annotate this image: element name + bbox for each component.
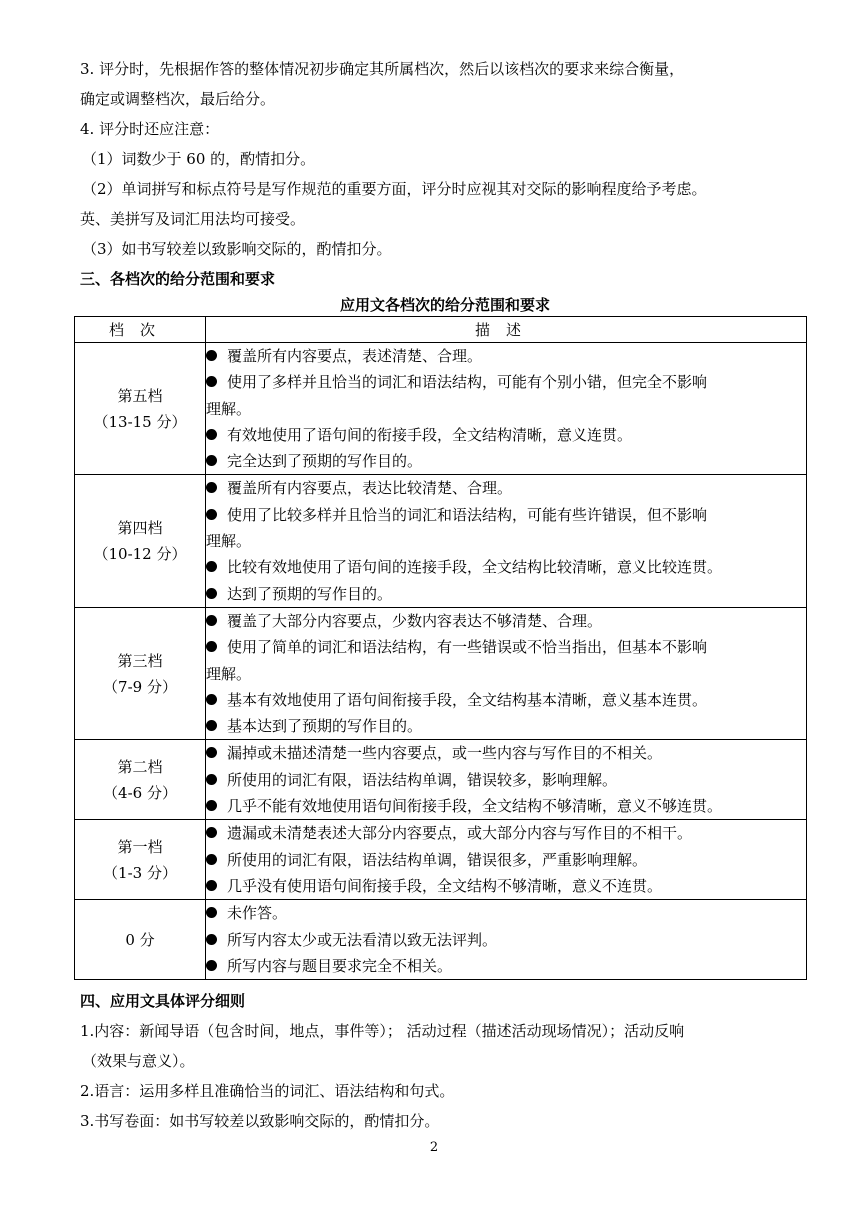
description-cell: [206, 343, 807, 475]
criterion-text: 遗漏或未清楚表述大部分内容要点，或大部分内容与写作目的不相干。: [227, 824, 693, 843]
table-title: 应用文各档次的给分范围和要求: [339, 296, 550, 314]
intro-paragraphs: [80, 54, 810, 264]
description-cell: [206, 475, 807, 607]
criterion-text: 使用了简单的词汇和语法结构，有一些错误或不恰当指出，但基本不影响: [227, 638, 708, 657]
criterion-text: 有效地使用了语句间的衔接手段，全文结构清晰，意义连贯。: [227, 425, 633, 444]
criterion-item: [206, 767, 806, 793]
grade-cell: [75, 343, 206, 475]
section-4-heading: 四、应用文具体评分细则: [80, 992, 246, 1011]
criterion-text: 比较有效地使用了语句间的连接手段，全文结构比较清晰，意义比较连贯。: [227, 558, 723, 577]
header-description: 描述: [206, 317, 807, 343]
criterion-text: 覆盖了大部分内容要点，少数内容表达不够清楚、合理。: [227, 611, 603, 630]
bullet-dot-icon: [206, 934, 217, 945]
criterion-text: 基本有效地使用了语句间衔接手段，全文结构基本清晰，意义基本连贯。: [227, 690, 708, 709]
bullet-dot-icon: [206, 720, 217, 731]
table-row: [75, 607, 807, 739]
criterion-text: 所使用的词汇有限，语法结构单调，错误很多，严重影响理解。: [227, 850, 648, 869]
intro-line: 英、美拼写及词汇用法均可接受。: [80, 210, 306, 228]
description-cell: [206, 820, 807, 900]
intro-line: 3. 评分时，先根据作答的整体情况初步确定其所属档次，然后以该档次的要求来综合衡量，: [80, 60, 685, 78]
criterion-continuation: 理解。: [206, 399, 252, 418]
bullet-dot-icon: [206, 907, 217, 918]
table-body: [75, 343, 807, 980]
table-row: [75, 900, 807, 980]
criterion-text: 使用了比较多样并且恰当的词汇和语法结构，可能有些许错误，但不影响: [227, 505, 708, 524]
bullet-dot-icon: [206, 960, 217, 971]
bullet-dot-icon: [206, 429, 217, 440]
criterion-text: 所写内容与题目要求完全不相关。: [227, 956, 453, 975]
description-cell: [206, 740, 807, 820]
grade-name: 第一档: [117, 837, 163, 856]
criterion-item: [206, 847, 806, 873]
bullet-dot-icon: [206, 509, 217, 520]
criterion-item: [206, 554, 806, 580]
header-grade: 档次: [75, 317, 206, 343]
bullet-dot-icon: [206, 800, 217, 811]
criterion-item: [206, 820, 806, 846]
criterion-text: 所写内容太少或无法看清以致无法评判。: [227, 930, 498, 949]
criterion-text: 几乎不能有效地使用语句间衔接手段，全文结构不够清晰，意义不够连贯。: [227, 797, 723, 816]
table-row: [75, 740, 807, 820]
grade-name: 第四档: [117, 519, 163, 538]
bullet-dot-icon: [206, 588, 217, 599]
grade-range: （4-6 分）: [103, 783, 177, 802]
criterion-item: [206, 900, 806, 926]
criterion-item: [206, 502, 806, 528]
criterion-item: [206, 740, 806, 766]
grade-range: （1-3 分）: [103, 863, 177, 882]
criterion-item: [206, 369, 806, 395]
bullet-dot-icon: [206, 455, 217, 466]
detail-paragraphs: [80, 1016, 810, 1136]
grade-cell: [75, 475, 206, 607]
criterion-item: [206, 873, 806, 899]
criterion-text: 使用了多样并且恰当的词汇和语法结构，可能有个别小错，但完全不影响: [227, 373, 708, 392]
detail-line: （效果与意义）。: [82, 1052, 195, 1071]
criterion-text: 几乎没有使用语句间衔接手段，全文结构不够清晰，意义不连贯。: [227, 876, 663, 895]
intro-line: 确定或调整档次，最后给分。: [80, 90, 276, 108]
bullet-dot-icon: [206, 694, 217, 705]
criterion-item: [206, 475, 806, 501]
criterion-text: 未作答。: [227, 904, 288, 923]
grade-name: 0 分: [125, 930, 155, 949]
grade-cell: [75, 820, 206, 900]
criterion-item: [206, 581, 806, 607]
criterion-text: 完全达到了预期的写作目的。: [227, 452, 423, 471]
intro-line: （3）如书写较差以致影响交际的，酌情扣分。: [82, 240, 392, 258]
bullet-dot-icon: [206, 827, 217, 838]
detail-line: 3.书写卷面：如书写较差以致影响交际的，酌情扣分。: [80, 1112, 440, 1131]
criterion-text: 所使用的词汇有限，语法结构单调，错误较多，影响理解。: [227, 770, 618, 789]
bullet-dot-icon: [206, 641, 217, 652]
bullet-dot-icon: [206, 561, 217, 572]
criterion-text: 达到了预期的写作目的。: [227, 584, 393, 603]
table-row: [75, 820, 807, 900]
criterion-text: 覆盖所有内容要点，表述清楚、合理。: [227, 347, 483, 365]
bullet-dot-icon: [206, 376, 217, 387]
criterion-item: [206, 343, 806, 369]
table-header-row: [75, 317, 807, 343]
description-cell: [206, 900, 807, 980]
criterion-item: [206, 634, 806, 660]
detail-line: 1.内容：新闻导语（包含时间，地点，事件等）； 活动过程（描述活动现场情况）；活动反响: [80, 1022, 685, 1041]
grade-name: 第二档: [117, 757, 163, 776]
grade-range: （10-12 分）: [93, 545, 187, 564]
bullet-dot-icon: [206, 880, 217, 891]
criterion-item: [206, 793, 806, 819]
intro-line: （2）单词拼写和标点符号是写作规范的重要方面，评分时应视其对交际的影响程度给予考虑。: [82, 180, 707, 198]
criterion-text: 基本达到了预期的写作目的。: [227, 717, 423, 736]
criterion-item: [206, 608, 806, 634]
document-page: [80, 54, 810, 1136]
grade-cell: [75, 740, 206, 820]
page-number: 2: [429, 1140, 439, 1155]
bullet-dot-icon: [206, 350, 217, 361]
table-row: [75, 475, 807, 607]
criterion-text: 漏掉或未描述清楚一些内容要点，或一些内容与写作目的不相关。: [227, 744, 663, 763]
intro-line: （1）词数少于 60 的，酌情扣分。: [82, 150, 316, 168]
criterion-continuation: 理解。: [206, 664, 252, 683]
bullet-dot-icon: [206, 774, 217, 785]
bullet-dot-icon: [206, 854, 217, 865]
grade-name: 第五档: [117, 386, 163, 405]
grade-range: （13-15 分）: [93, 412, 187, 431]
detail-line: 2.语言：运用多样且准确恰当的词汇、语法结构和句式。: [80, 1082, 455, 1101]
criterion-item: [206, 687, 806, 713]
intro-line: 4. 评分时还应注意：: [80, 120, 220, 138]
criterion-text: 覆盖所有内容要点，表达比较清楚、合理。: [227, 479, 513, 498]
criterion-item: [206, 713, 806, 739]
description-cell: [206, 607, 807, 739]
table-row: [75, 343, 807, 475]
criterion-item: [206, 448, 806, 474]
bullet-dot-icon: [206, 747, 217, 758]
bullet-dot-icon: [206, 482, 217, 493]
criterion-item: [206, 422, 806, 448]
bullet-dot-icon: [206, 615, 217, 626]
grade-cell: [75, 607, 206, 739]
grading-table: [74, 316, 807, 980]
grade-name: 第三档: [117, 651, 163, 670]
grade-range: （7-9 分）: [103, 677, 177, 696]
criterion-continuation: 理解。: [206, 532, 252, 551]
grade-cell: [75, 900, 206, 980]
criterion-item: [206, 953, 806, 979]
section-3-heading: 三、各档次的给分范围和要求: [80, 270, 276, 288]
criterion-item: [206, 927, 806, 953]
